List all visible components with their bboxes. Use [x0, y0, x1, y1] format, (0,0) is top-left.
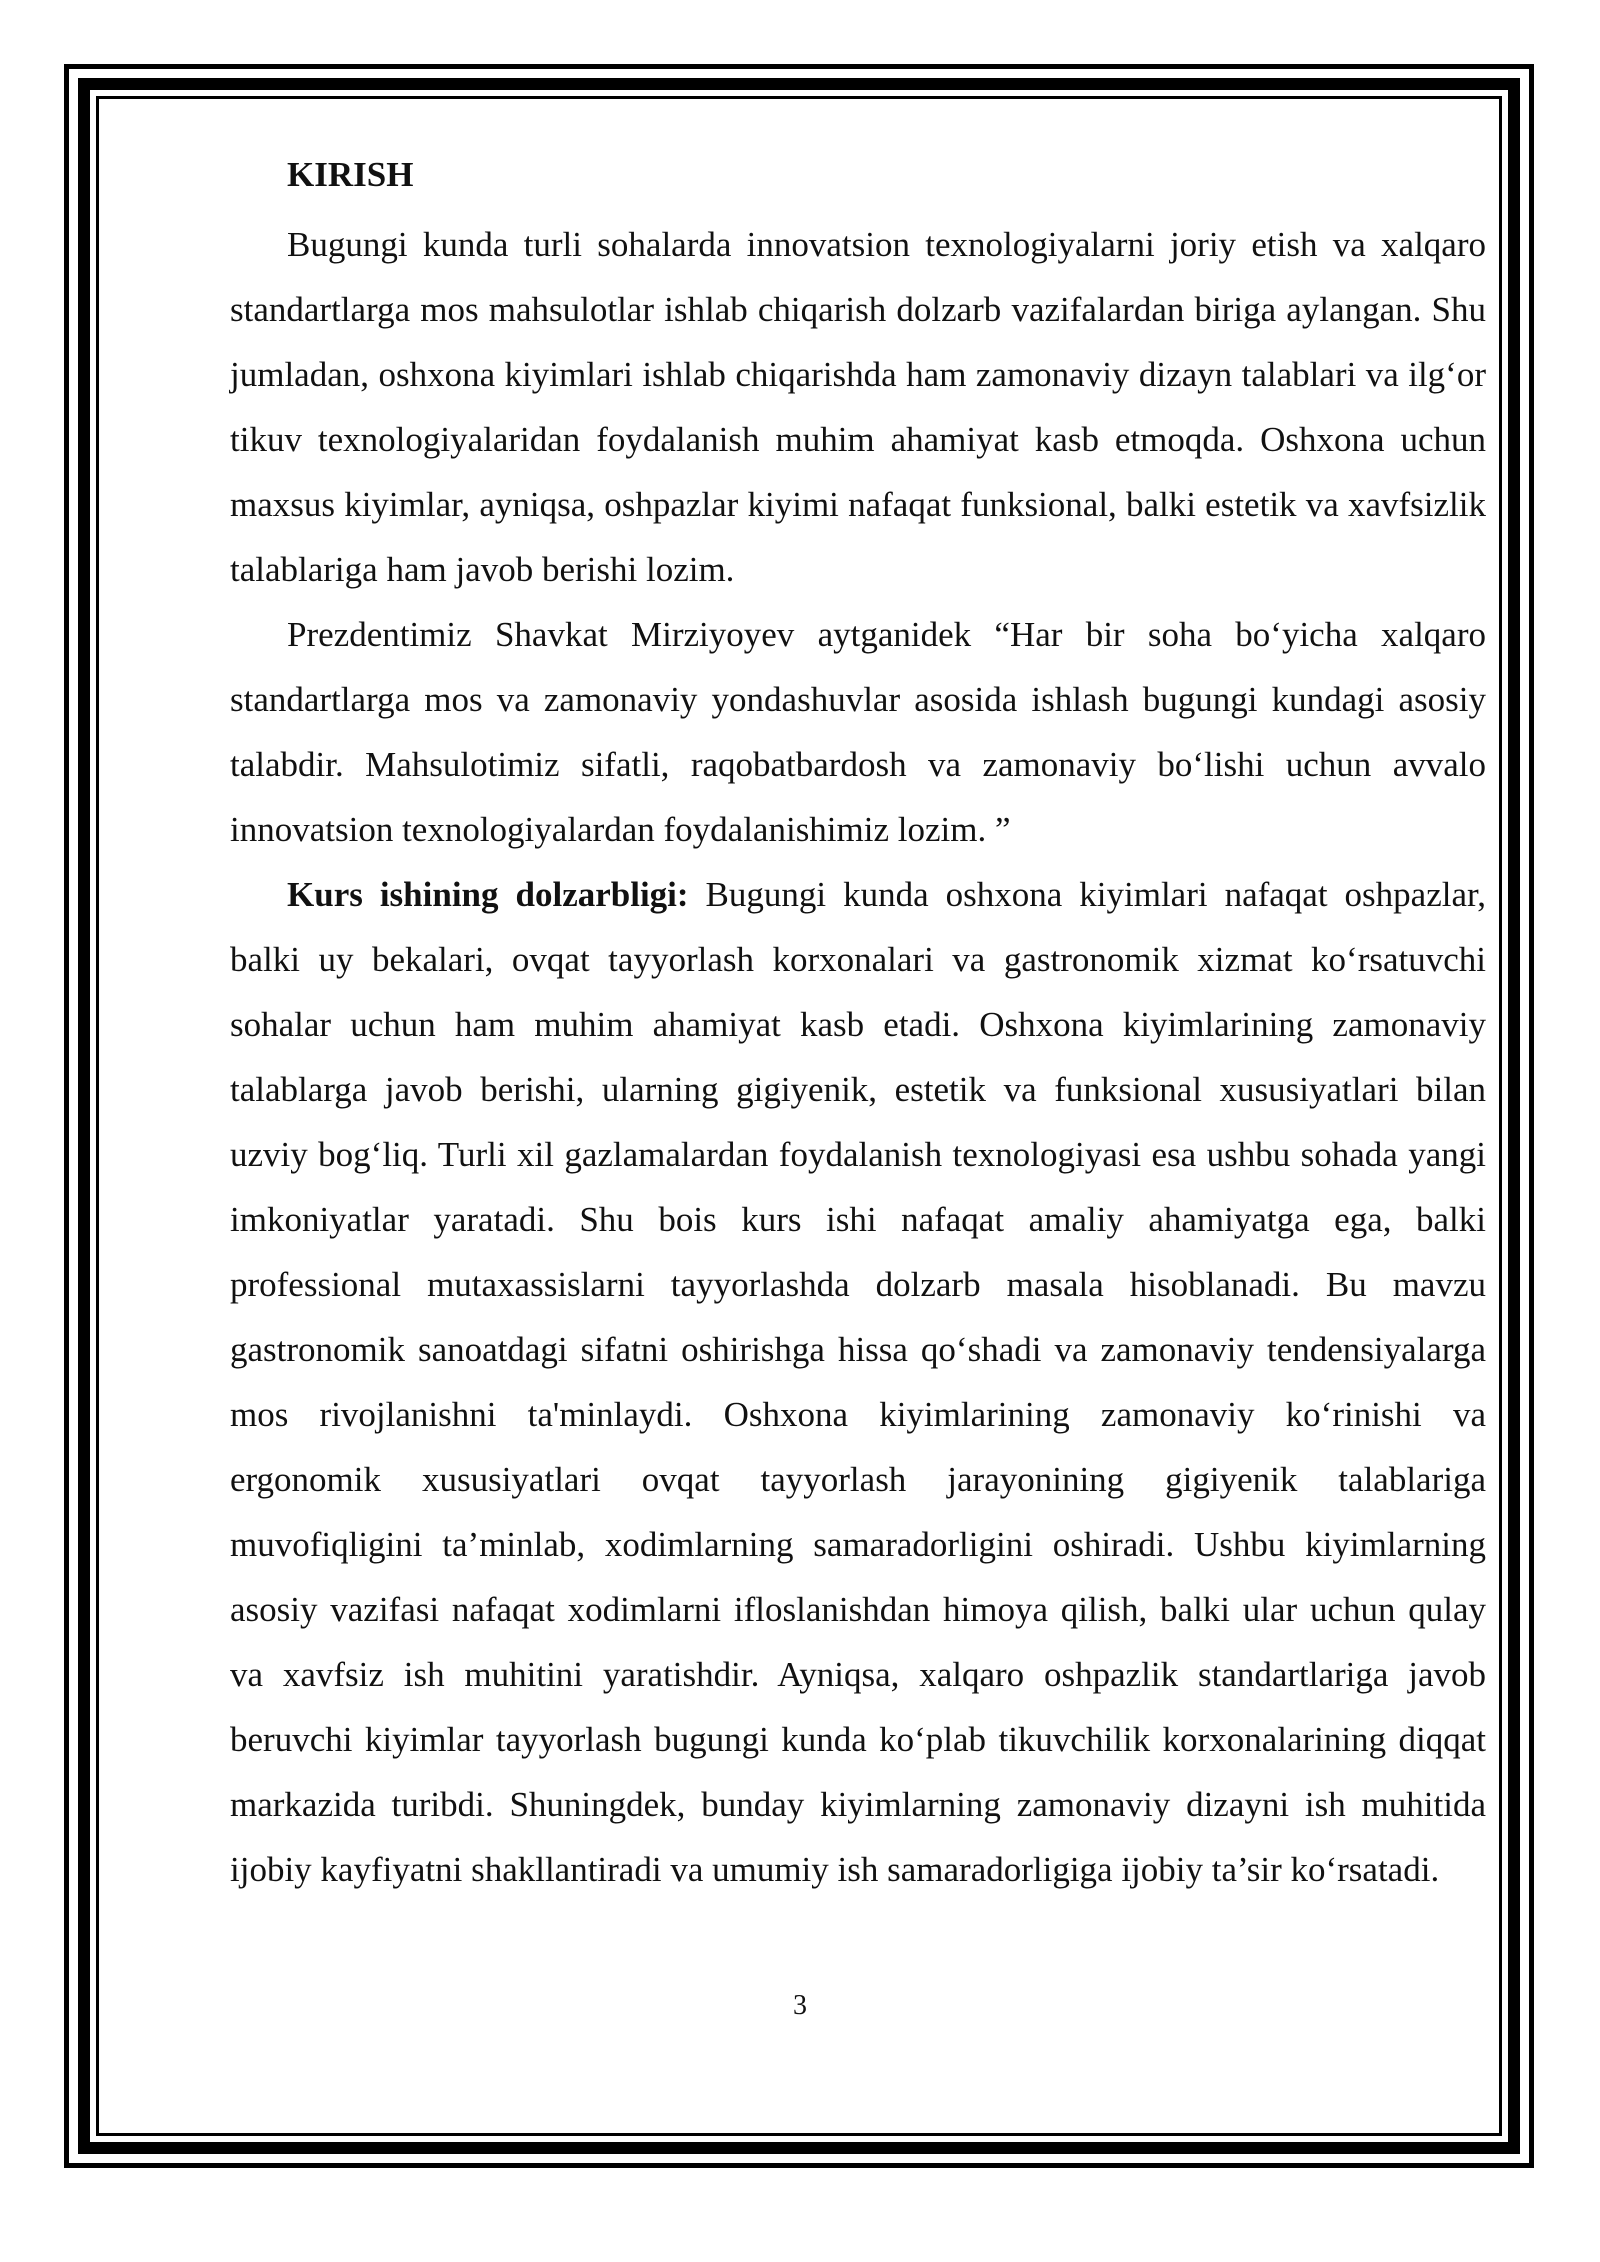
- page-number: 3: [793, 1990, 807, 2021]
- paragraph-relevance: [230, 862, 1486, 1902]
- paragraph-text: Bugungi kunda oshxona kiyimlari nafaqat oshpazlar, balki uy bekalari, ovqat tayyorlash korxonalari va gastronomik xizmat ko‘rsatuvchi sohalar uchun ham muhim ahamiyat kasb etadi. Oshxona kiyimlarining zamonaviy talablarga javob berishi, ularning gigiyenik, estetik va funksional xususiyatlari bilan uzviy bog‘liq. Turli xil gazlamalardan foydalanish texnologiyasi esa ushbu sohada yangi imkoniyatlar yaratadi. Shu bois kurs ishi nafaqat amaliy ahamiyatga ega, balki professional mutaxassislarni tayyorlashda dolzarb masala hisoblanadi. Bu mavzu gastronomik sanoatdagi sifatni oshirishga hissa qo‘shadi va zamonaviy tendensiyalarga mos rivojlanishni ta'minlaydi. Oshxona kiyimlarining zamonaviy ko‘rinishi va ergonomik xususiyatlari ovqat tayyorlash jarayonining gigiyenik talablariga muvofiqligini ta’minlab, xodimlarning samaradorligini oshiradi. Ushbu kiyimlarning asosiy vazifasi nafaqat xodimlarni ifloslanishdan himoya qilish, balki ular uchun qulay va xavfsiz ish muhitini yaratishdir. Ayniqsa, xalqaro oshpazlik standartlariga javob beruvchi kiyimlar tayyorlash bugungi kunda ko‘plab tikuvchilik korxonalarining diqqat markazida turibdi. Shuningdek, bunday kiyimlarning zamonaviy dizayni ish muhitida ijobiy kayfiyatni shakllantiradi va umumiy ish samaradorligiga ijobiy ta’sir ko‘rsatadi.: [230, 875, 1486, 1889]
- paragraph-text: Bugungi kunda turli sohalarda innovatsion texnologiyalarni joriy etish va xalqaro standartlarga mos mahsulotlar ishlab chiqarish dolzarb vazifalardan biriga aylangan. Shu jumladan, oshxona kiyimlari ishlab chiqarishda ham zamonaviy dizayn talablari va ilg‘or tikuv texnologiyalaridan foydalanish muhim ahamiyat kasb etmoqda. Oshxona uchun maxsus kiyimlar, ayniqsa, oshpazlar kiyimi nafaqat funksional, balki estetik va xavfsizlik talablariga ham javob berishi lozim.: [230, 225, 1486, 589]
- paragraph-text: Prezdentimiz Shavkat Mirziyoyev aytganidek “Har bir soha bo‘yicha xalqaro standartlarga mos va zamonaviy yondashuvlar asosida ishlash bugungi kundagi asosiy talabdir. Mahsulotimiz sifatli, raqobatbardosh va zamonaviy bo‘lishi uchun avvalo innovatsion texnologiyalardan foydalanishimiz lozim. ”: [230, 615, 1486, 849]
- section-heading: KIRISH: [287, 155, 414, 194]
- page-content: [230, 148, 1486, 1902]
- paragraph-president-quote: [230, 602, 1486, 862]
- paragraph-introduction: [230, 212, 1486, 602]
- paragraph-lead: Kurs ishining dolzarbligi:: [287, 875, 689, 914]
